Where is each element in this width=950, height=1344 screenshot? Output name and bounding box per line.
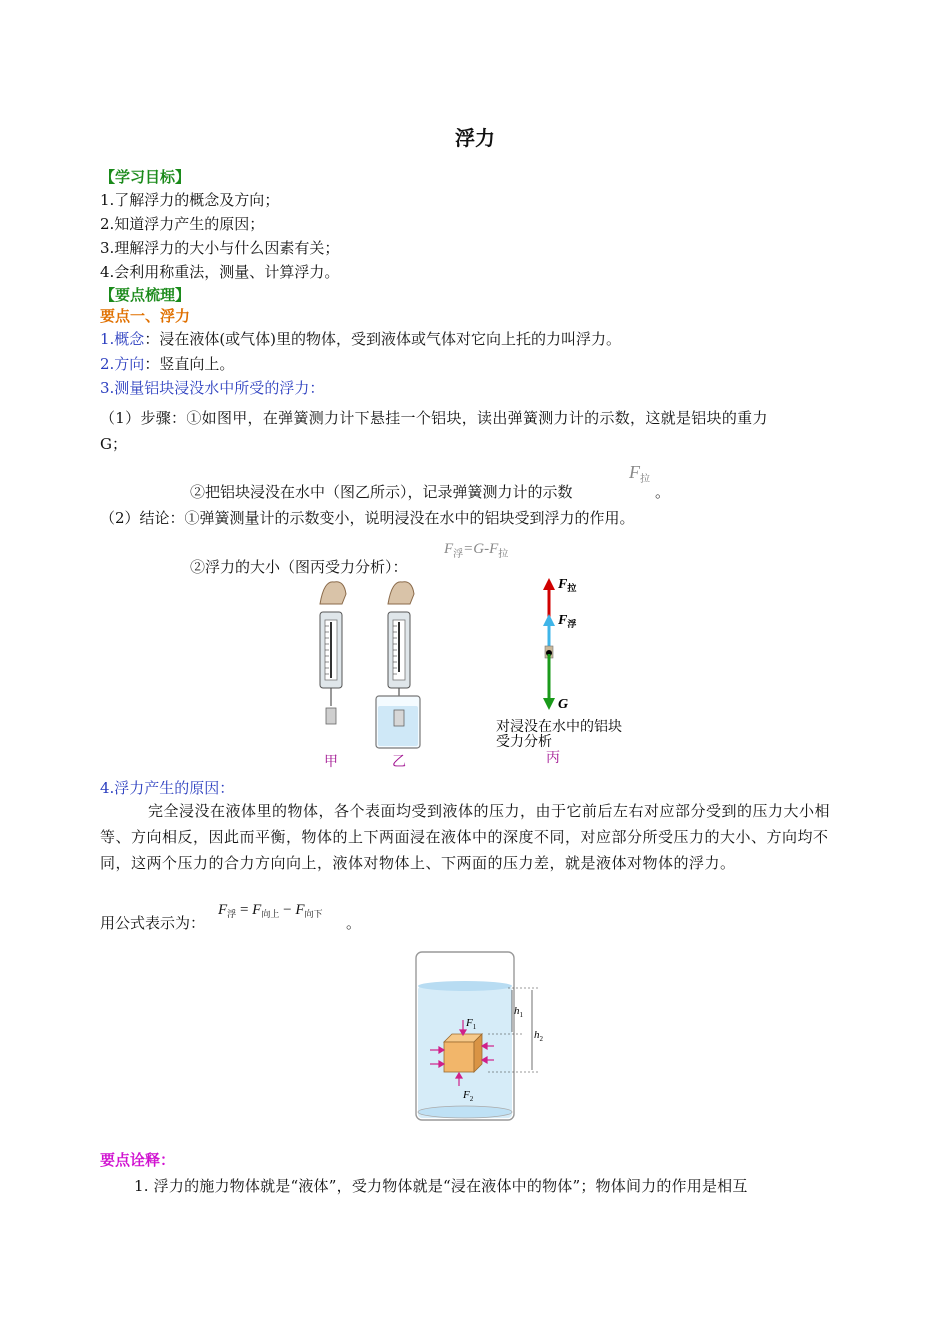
section1-title: 要点一、浮力 [100,307,191,325]
label-h1: $h_1$ [514,1005,523,1019]
label-f1: $F_1$ [466,1017,477,1031]
spring-balance-figure [300,574,680,774]
goal-item-1: 1.了解浮力的概念及方向； [100,191,280,209]
direction-line [100,354,234,374]
force-diagram-bing [496,577,622,750]
concept-label: 1.概念 [100,330,145,348]
step1-line1: （1）步骤：①如图甲，在弹簧测力计下悬挂一个铝块，读出弹簧测力计的示数，这就是铝块的重力 [100,409,768,427]
f-la-symbol: $F_拉$ [629,462,650,485]
goal-item-4: 4.会利用称重法，测量、计算浮力。 [100,263,340,281]
force-label-g: G [558,697,569,712]
step2-text: ②把铝块浸没在水中（图乙所示），记录弹簧测力计的示数 [190,483,573,501]
notes-title: 要点诠释： [100,1151,176,1169]
conclusion1: （2）结论：①弹簧测量计的示数变小，说明浸没在水中的铝块受到浮力的作用。 [100,509,635,527]
page-title: 浮力 [455,126,495,150]
spring-balance-jia [320,582,346,724]
cause-title: 4.浮力产生的原因： [100,779,235,797]
direction-text: ：竖直向上。 [144,355,235,373]
goal-item-2: 2.知道浮力产生的原因； [100,215,265,233]
key-points-heading: 【要点梳理】 [100,286,191,304]
force-label-fu: $F_浮$ [558,613,577,629]
goal-item-3: 3.理解浮力的大小与什么因素有关； [100,239,340,257]
measure-title: 3.测量铝块浸没水中所受的浮力： [100,379,325,397]
step1-line2: G； [100,435,127,453]
figure-caption-line2: 受力分析 [496,734,552,750]
note-1: 1. 浮力的施力物体就是“液体”，受力物体就是“浸在液体中的物体”；物体间力的作用是相互 [134,1177,748,1195]
spring-balance-yi [376,582,420,748]
buoyancy-formula-1: $F_浮=G-F_拉$ [444,541,509,560]
concept-text: ：浸在液体(或气体)里的物体，受到液体或气体对它向上托的力叫浮力。 [144,330,622,348]
direction-label: 2.方向 [100,355,145,373]
figure-caption-line1: 对浸没在水中的铝块 [496,719,622,735]
label-h2: $h_2$ [534,1029,543,1043]
beaker-pressure-figure [408,946,548,1128]
learning-goals-heading: 【学习目标】 [100,168,191,186]
buoyancy-formula-2: $F_浮 = F_{向上} - F_{向下}$ [218,902,323,919]
label-yi: 乙 [392,754,406,770]
concept-line [100,329,621,349]
label-jia: 甲 [324,754,338,770]
label-bing: 丙 [546,750,560,766]
force-label-la: $F_拉$ [558,577,577,593]
cause-paragraph: 完全浸没在液体里的物体，各个表面均受到液体的压力，由于它前后左右对应部分受到的压力大小相等、方向相反，因此而平衡，物体的上下两面浸在液体中的深度不同，对应部分所受压力的大小、方向均不同，这两个压力的合力方向向上，液体对物体上、下两面的压力差，就是液体对物体的浮力。 [100,802,831,872]
formula-end: 。 [346,914,362,932]
step2-end: 。 [655,483,671,501]
formula-intro: 用公式表示为： [100,914,206,932]
label-f2: $F_2$ [463,1089,474,1103]
conclusion2: ②浮力的大小（图丙受力分析）： [190,558,408,576]
